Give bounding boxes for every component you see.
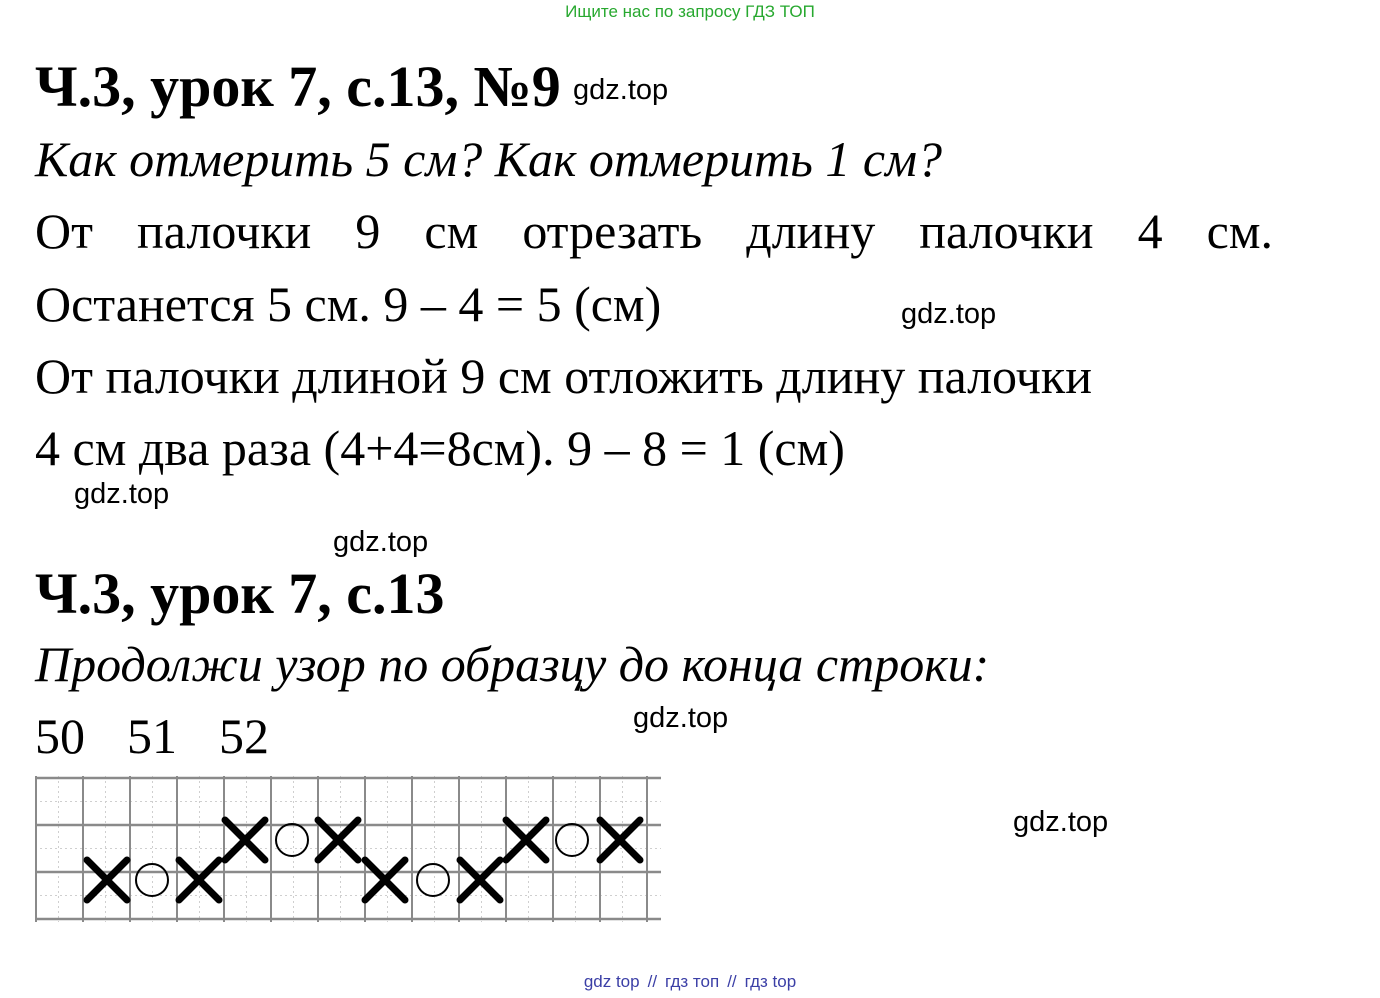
footer-link[interactable]: гдз top <box>744 972 797 991</box>
section1-line-1: От палочки 9 см отрезать длину палочки 4 см. <box>35 203 1273 259</box>
number-item: 50 <box>35 708 85 764</box>
section2-title: Ч.3, урок 7, с.13 <box>35 561 445 626</box>
section2-task: Продолжи узор по образцу до конца строки: <box>35 636 990 692</box>
circle-mark <box>556 824 588 856</box>
footer-separator: // <box>647 972 658 991</box>
circle-mark <box>276 824 308 856</box>
watermark: gdz.top <box>573 74 669 106</box>
top-banner[interactable]: Ищите нас по запросу ГДЗ ТОП <box>565 2 815 21</box>
footer-link[interactable]: gdz top <box>583 972 640 991</box>
circle-mark <box>417 864 449 896</box>
pattern-marks <box>87 820 640 900</box>
section1-question: Как отмерить 5 см? Как отмерить 1 см? <box>35 131 943 187</box>
footer-separator: // <box>727 972 737 991</box>
watermark: gdz.top <box>1013 806 1109 838</box>
section1-title: Ч.3, урок 7, с.13, №9 <box>35 54 561 119</box>
watermark: gdz.top <box>901 298 997 330</box>
watermark: gdz.top <box>333 526 429 558</box>
section1-line-3: От палочки длиной 9 см отложить длину палочки <box>35 348 1092 404</box>
section1-line-2: Останется 5 см. 9 – 4 = 5 (см) <box>35 276 662 332</box>
number-sequence <box>35 708 311 764</box>
watermark: gdz.top <box>633 702 729 734</box>
pattern-grid <box>35 776 661 922</box>
watermark: gdz.top <box>74 478 170 510</box>
section1-line-4: 4 см два раза (4+4=8см). 9 – 8 = 1 (см) <box>35 420 845 476</box>
number-item: 52 <box>219 708 269 764</box>
number-item: 51 <box>127 708 177 764</box>
footer-link[interactable]: гдз топ <box>665 972 720 991</box>
footer-links <box>0 972 1380 992</box>
